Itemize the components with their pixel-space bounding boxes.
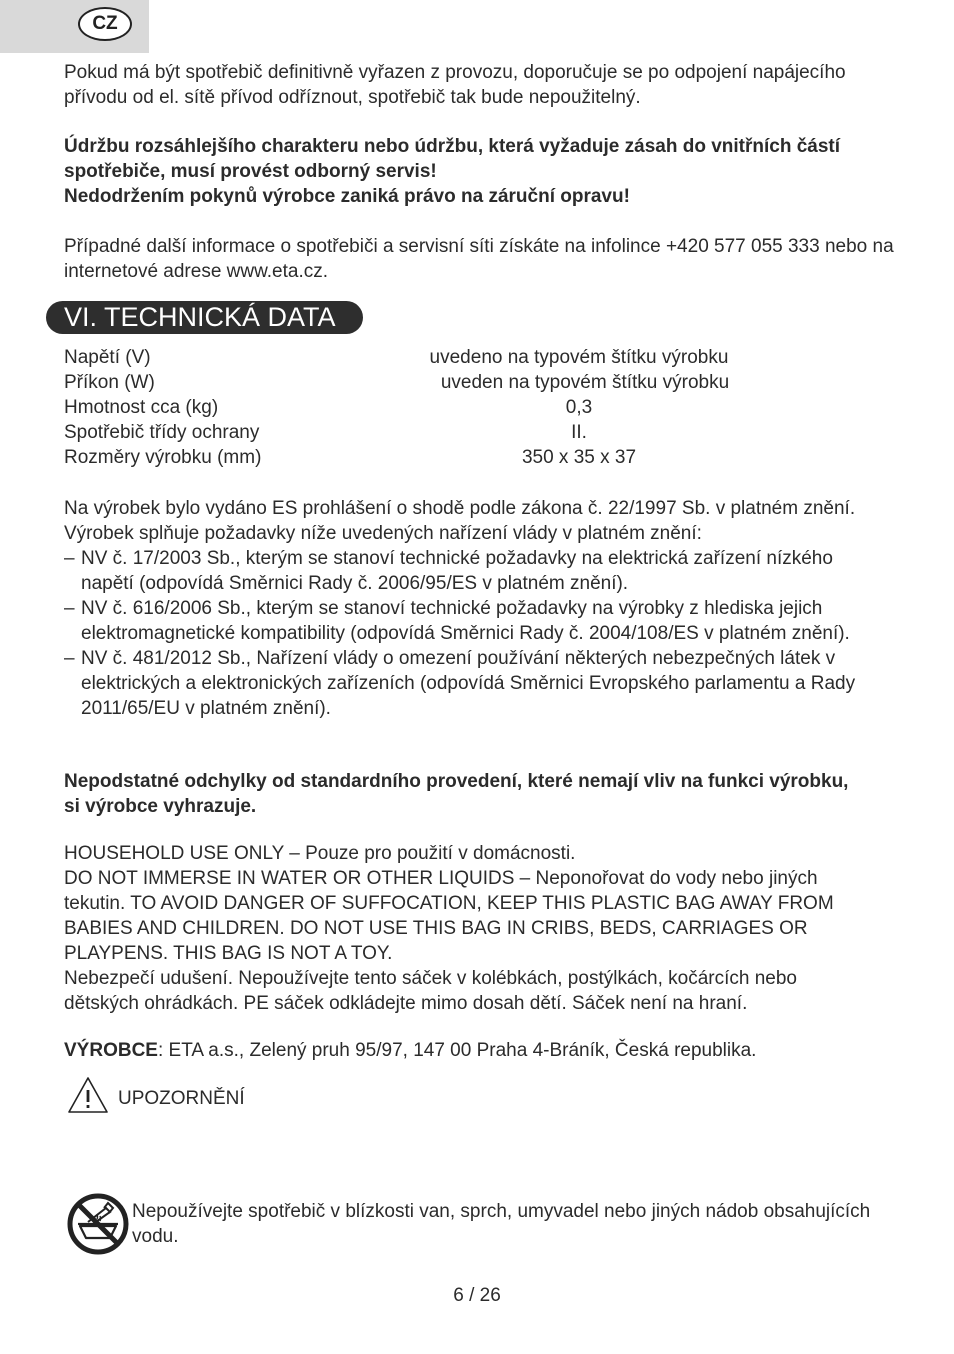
service-warning [64, 134, 894, 209]
disposal-paragraph: Pokud má být spotřebič definitivně vyřazen z provozu, doporučuje se po odpojení napájecího přívodu od el. sítě přívod odříznout, spotřebič tak bude nepoužitelný. [64, 62, 846, 108]
page-number: 6 / 26 [453, 1285, 501, 1306]
list-item [64, 596, 886, 646]
list-item [64, 646, 886, 721]
info-paragraph: Případné další informace o spotřebiči a servisní síti získáte na infolince +420 577 055 333 nebo na internetové adrese www.eta.cz. [64, 236, 894, 282]
language-badge: CZ [78, 7, 132, 41]
service-warning-line1: Údržbu rozsáhlejšího charakteru nebo údržbu, která vyžaduje zásah do vnitřních částí spotřebiče, musí provést odborný servis! [64, 136, 841, 182]
list-item-text: NV č. 481/2012 Sb., Nařízení vlády o omezení používání některých nebezpečných látek v elektrických a elektronických zařízeních (odpovídá Směrnici Evropského parlamentu a Rady 2011/65/EU v platném znění). [81, 648, 856, 719]
spec-row [64, 395, 764, 420]
spec-label: Rozměry výrobku (mm) [64, 447, 262, 468]
list-item-text: NV č. 616/2006 Sb., kterým se stanoví technické požadavky na výrobky z hlediska jejich elektromagnetické kompatibility (odpovídá Směrnici Rady č. 2004/108/ES v platném znění). [81, 598, 850, 644]
spec-label: Spotřebič třídy ochrany [64, 422, 260, 443]
list-dash: – [64, 548, 75, 569]
list-item [64, 546, 886, 596]
spec-row [64, 370, 764, 395]
no-water-icon [66, 1192, 130, 1256]
spec-label: Hmotnost cca (kg) [64, 397, 219, 418]
list-dash: – [64, 598, 75, 619]
section-title: VI. TECHNICKÁ DATA [46, 301, 363, 334]
manufacturer-text: : ETA a.s., Zelený pruh 95/97, 147 00 Praha 4-Bráník, Česká republika. [157, 1040, 757, 1061]
list-item-text: NV č. 17/2003 Sb., kterým se stanoví technické požadavky na elektrická zařízení nízkého napětí (odpovídá Směrnici Rady č. 2006/95/ES v platném znění). [81, 548, 833, 594]
spec-row [64, 420, 764, 445]
spec-value: uvedeno na typovém štítku výrobku [429, 347, 729, 368]
spec-value: uveden na typovém štítku výrobku [440, 372, 730, 393]
warning-label: UPOZORNĚNÍ [118, 1088, 245, 1109]
spec-value: 0,3 [565, 397, 593, 418]
language-tab [0, 0, 149, 53]
household-line2: DO NOT IMMERSE IN WATER OR OTHER LIQUIDS – Neponořovat do vody nebo jiných tekutin. TO AVOID DANGER OF SUFFOCATION, KEEP THIS PLASTIC BAG AWAY FROM BABIES AND CHILDREN. DO NOT USE THIS BAG IN CRIBS, BEDS, CARRIAGES OR PLAYPENS. THIS BAG IS NOT A TOY. [64, 868, 834, 964]
warning-triangle-icon [67, 1076, 109, 1114]
spec-row [64, 345, 764, 370]
spec-label: Příkon (W) [64, 372, 155, 393]
spec-value: II. [571, 422, 587, 443]
service-warning-line2: Nedodržením pokynů výrobce zaniká právo na záruční opravu! [64, 186, 630, 207]
household-notice [64, 841, 864, 1016]
declaration [64, 496, 886, 721]
manufacturer-label: VÝROBCE [64, 1040, 158, 1061]
manufacturer-line [64, 1038, 894, 1063]
household-line1: HOUSEHOLD USE ONLY – Pouze pro použití v domácnosti. [64, 843, 576, 864]
spec-value: 350 x 35 x 37 [521, 447, 637, 468]
water-warning-text: Nepoužívejte spotřebič v blízkosti van, sprch, umyvadel nebo jiných nádob obsahujících vodu. [132, 1201, 871, 1247]
declaration-intro: Na výrobek bylo vydáno ES prohlášení o shodě podle zákona č. 22/1997 Sb. v platném znění. Výrobek splňuje požadavky níže uvedených nařízení vlády v platném znění: [64, 498, 856, 544]
spec-row [64, 445, 764, 470]
household-line3: Nebezpečí udušení. Nepoužívejte tento sáček v kolébkách, postýlkách, kočárcích nebo dětských ohrádkách. PE sáček odkládejte mimo dosah dětí. Sáček není na hraní. [64, 968, 797, 1014]
deviation-note: Nepodstatné odchylky od standardního provedení, které nemají vliv na funkci výrobku, si výrobce vyhrazuje. [64, 771, 849, 817]
list-dash: – [64, 648, 75, 669]
spec-label: Napětí (V) [64, 347, 151, 368]
